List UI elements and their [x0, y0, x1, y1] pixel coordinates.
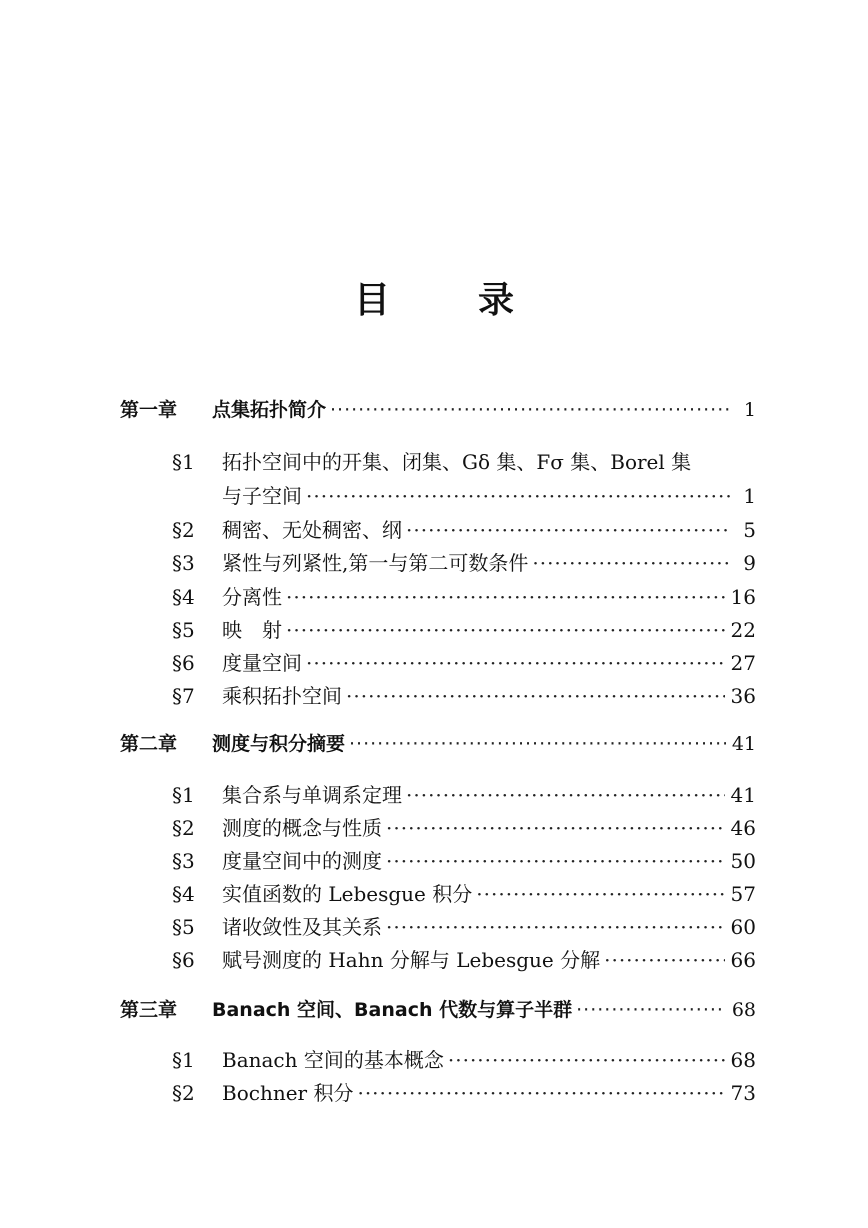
dot-leader	[406, 516, 730, 544]
dot-leader	[476, 880, 724, 908]
toc-entry-section	[172, 814, 756, 842]
toc-entry-section	[172, 847, 756, 875]
section-number: §2	[172, 816, 195, 840]
page-number: 36	[730, 684, 756, 708]
section-number: §6	[172, 948, 195, 972]
toc-entry-section	[172, 583, 756, 611]
cont-title: 与子空间	[222, 484, 302, 508]
toc-entry-section	[172, 913, 756, 941]
title-char-left: 目	[353, 280, 390, 321]
section-title: 拓扑空间中的开集、闭集、Gδ 集、Fσ 集、Borel 集	[222, 450, 692, 474]
title-char-right: 录	[478, 280, 515, 321]
dot-leader	[448, 1046, 725, 1074]
dot-leader	[576, 996, 726, 1024]
page-title	[0, 272, 868, 323]
dot-leader	[330, 396, 730, 424]
section-number: §4	[172, 585, 195, 609]
toc-entry-section	[172, 946, 756, 974]
section-number: §7	[172, 684, 195, 708]
page-number: 16	[730, 585, 756, 609]
page-number: 22	[730, 618, 756, 642]
section-number: §2	[172, 518, 195, 542]
page-number: 68	[731, 999, 756, 1021]
page-number: 1	[743, 399, 756, 421]
page-number: 5	[743, 518, 756, 542]
chapter-title: 测度与积分摘要	[212, 733, 346, 755]
dot-leader	[532, 549, 730, 577]
toc-entry-section	[172, 781, 756, 809]
section-number: §3	[172, 849, 195, 873]
dot-leader	[406, 781, 725, 809]
chapter-title: 点集拓扑简介	[212, 399, 327, 421]
chapter-number: 第二章	[120, 733, 178, 755]
chapter-number: 第三章	[120, 999, 178, 1021]
section-title: 赋号测度的 Hahn 分解与 Lebesgue 分解	[222, 948, 601, 972]
page-number: 50	[730, 849, 756, 873]
page-number: 41	[731, 733, 756, 755]
page-number: 41	[730, 783, 756, 807]
page-number: 66	[730, 948, 756, 972]
section-title: 紧性与列紧性,第一与第二可数条件	[222, 551, 529, 575]
section-title: 集合系与单调系定理	[222, 783, 402, 807]
dot-leader	[357, 1079, 724, 1107]
dot-leader	[346, 682, 725, 710]
toc-entry-section	[172, 880, 756, 908]
dot-leader	[306, 649, 725, 677]
section-title: Banach 空间的基本概念	[222, 1048, 444, 1072]
section-title: 度量空间	[222, 651, 302, 675]
section-title: 分离性	[222, 585, 282, 609]
section-title: Bochner 积分	[222, 1081, 354, 1105]
section-title: 度量空间中的测度	[222, 849, 382, 873]
toc-entry-section	[172, 1079, 756, 1107]
toc-entry-cont	[222, 482, 756, 510]
chapter-number: 第一章	[120, 399, 178, 421]
dot-leader	[386, 913, 725, 941]
dot-leader	[349, 730, 726, 758]
chapter-title: Banach 空间、Banach 代数与算子半群	[212, 999, 573, 1021]
page-number: 57	[730, 882, 756, 906]
dot-leader	[386, 814, 725, 842]
page-number: 1	[743, 484, 756, 508]
page-number: 73	[730, 1081, 756, 1105]
section-number: §3	[172, 551, 195, 575]
dot-leader	[286, 583, 725, 611]
page-number: 60	[730, 915, 756, 939]
toc-entry-chapter	[120, 996, 756, 1024]
toc-entry-chapter	[120, 730, 756, 758]
section-title: 乘积拓扑空间	[222, 684, 342, 708]
page-number: 68	[730, 1048, 756, 1072]
toc-entry-section	[172, 682, 756, 710]
section-number: §1	[172, 450, 195, 474]
toc-entry-section	[172, 1046, 756, 1074]
dot-leader	[306, 482, 730, 510]
section-number: §5	[172, 915, 195, 939]
section-number: §6	[172, 651, 195, 675]
section-title: 实值函数的 Lebesgue 积分	[222, 882, 473, 906]
toc-entry-section	[172, 448, 756, 476]
section-number: §1	[172, 783, 195, 807]
section-title: 诸收敛性及其关系	[222, 915, 382, 939]
section-title: 稠密、无处稠密、纲	[222, 518, 402, 542]
toc-entry-section	[172, 549, 756, 577]
dot-leader	[604, 946, 724, 974]
toc-entry-section	[172, 649, 756, 677]
dot-leader	[286, 616, 725, 644]
section-number: §2	[172, 1081, 195, 1105]
toc-entry-section	[172, 616, 756, 644]
page-number: 9	[743, 551, 756, 575]
page-number: 27	[730, 651, 756, 675]
dot-leader	[386, 847, 725, 875]
section-number: §1	[172, 1048, 195, 1072]
section-title: 映 射	[222, 618, 282, 642]
page-number: 46	[730, 816, 756, 840]
section-title: 测度的概念与性质	[222, 816, 382, 840]
section-number: §5	[172, 618, 195, 642]
toc-entry-chapter	[120, 396, 756, 424]
section-number: §4	[172, 882, 195, 906]
toc-entry-section	[172, 516, 756, 544]
